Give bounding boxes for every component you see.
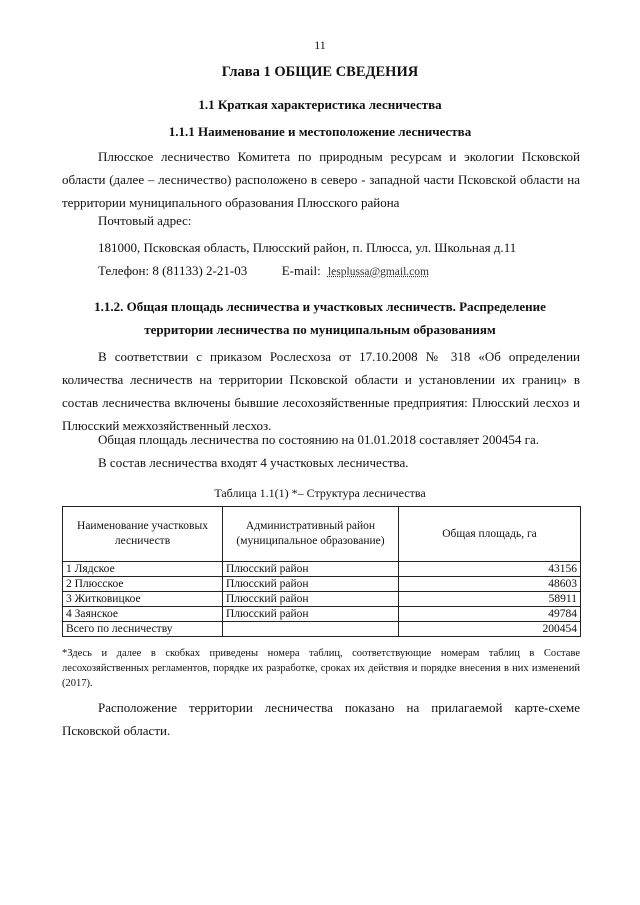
subsection-1-1-2-title-line2: территории лесничества по муниципальным образованиям (144, 322, 496, 337)
table-footnote: *Здесь и далее в скобках приведены номера таблиц, соответствующие номерам таблиц в Составе лесохозяйственных регламентов, порядке их разработке, сроках их действия и порядке внесения в них изменений (2017). (62, 648, 580, 689)
cell-district: Плюсский район (223, 607, 399, 622)
cell-district: Плюсский район (223, 577, 399, 592)
subsection-1-1-2-title-line1: 1.1.2. Общая площадь лесничества и участковых лесничеств. Распределение (94, 299, 546, 314)
header-admin-district: Административный район (муниципальное образование) (223, 507, 399, 562)
cell-area: 49784 (399, 607, 581, 622)
cell-name: Всего по лесничеству (63, 622, 223, 637)
phone-text: Телефон: 8 (81133) 2-21-03 (98, 263, 248, 278)
cell-name: 2 Плюсское (63, 577, 223, 592)
page-number: 11 (314, 38, 326, 52)
cell-name: 4 Заянское (63, 607, 223, 622)
email-label: E-mail: (281, 263, 321, 278)
cell-district: Плюсский район (223, 592, 399, 607)
cell-district: Плюсский район (223, 562, 399, 577)
location-paragraph: Плюсское лесничество Комитета по природным ресурсам и экологии Псковской области (далее – лесничество) расположено в северо - западной части Псковской области на территории муниципального образования Плюсского района (62, 149, 580, 210)
cell-area: 43156 (399, 562, 581, 577)
table-header-row (63, 507, 581, 562)
composition-paragraph: В состав лесничества входят 4 участковых лесничества. (98, 455, 409, 470)
table-row (63, 562, 581, 577)
cell-district (223, 622, 399, 637)
contact-line (98, 263, 429, 279)
section-title: 1.1 Краткая характеристика лесничества (198, 97, 442, 112)
table-row (63, 577, 581, 592)
table-row (63, 607, 581, 622)
table-total-row (63, 622, 581, 637)
cell-area: 58911 (399, 592, 581, 607)
postal-address: 181000, Псковская область, Плюсский район, п. Плюсса, ул. Школьная д.11 (98, 240, 517, 255)
area-paragraph: Общая площадь лесничества по состоянию на 01.01.2018 составляет 200454 га. (98, 432, 539, 447)
postal-label: Почтовый адрес: (98, 213, 192, 228)
order-paragraph: В соответствии с приказом Рослесхоза от 17.10.2008 № 318 «Об определении количества лесничеств на территории Псковской области и установлении их границ» в состав лесничества включены бывшие лесохозяйственные предприятия: Плюсский лесхоз и Плюсский межхозяйственный лесхоз. (62, 349, 580, 433)
cell-area: 200454 (399, 622, 581, 637)
email-link[interactable]: lesplussa@gmail.com (327, 266, 429, 278)
subsection-1-1-1-title: 1.1.1 Наименование и местоположение лесничества (168, 124, 472, 139)
structure-table (62, 506, 581, 637)
header-total-area: Общая площадь, га (399, 507, 581, 562)
header-forestry-name: Наименование участковых лесничеств (63, 507, 223, 562)
closing-paragraph: Расположение территории лесничества показано на прилагаемой карте-схеме Псковской области. (62, 700, 580, 738)
chapter-title: Глава 1 ОБЩИЕ СВЕДЕНИЯ (221, 64, 419, 80)
table-row (63, 592, 581, 607)
cell-name: 3 Житковицкое (63, 592, 223, 607)
cell-area: 48603 (399, 577, 581, 592)
cell-name: 1 Лядское (63, 562, 223, 577)
table-caption: Таблица 1.1(1) *– Структура лесничества (214, 486, 426, 500)
